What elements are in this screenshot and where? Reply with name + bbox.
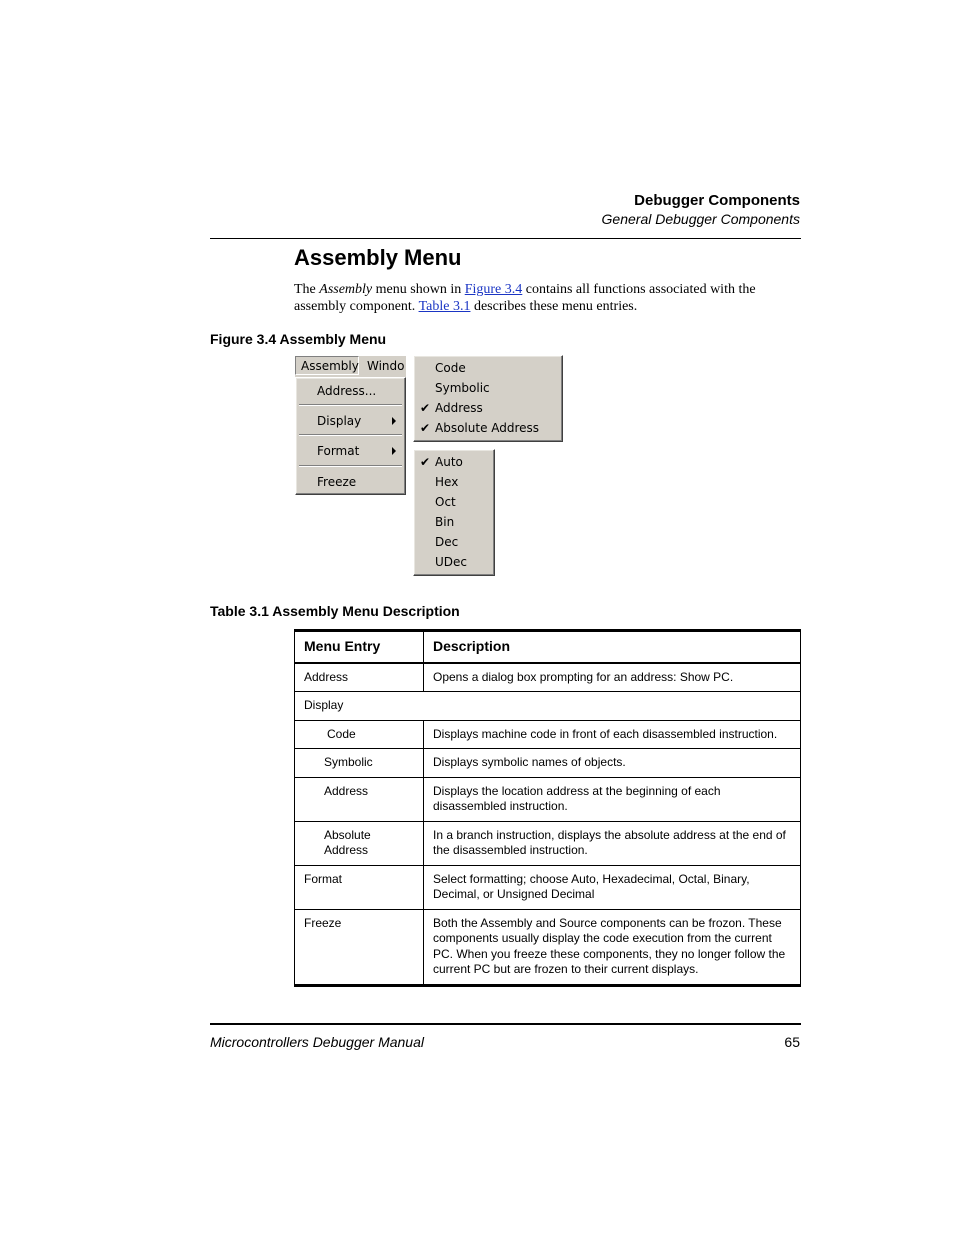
menu-item-format[interactable] xyxy=(296,441,405,461)
check-icon: ✔ xyxy=(420,455,431,469)
submenu-item-address[interactable] xyxy=(414,398,562,418)
menu-item-address[interactable] xyxy=(296,381,405,401)
cell-description: Opens a dialog box prompting for an address: Show PC. xyxy=(424,663,801,692)
running-header-section: General Debugger Components xyxy=(601,211,800,227)
cell-menu-entry: Freeze xyxy=(295,909,424,985)
table-row xyxy=(295,663,801,692)
intro-text: contains all functions associated with the assembly component. xyxy=(294,282,756,314)
submenu-item-label: Address xyxy=(435,401,483,415)
figure-link[interactable]: Figure 3.4 xyxy=(464,282,523,297)
submenu-item-hex[interactable] xyxy=(414,472,494,492)
submenu-item-label: Bin xyxy=(435,515,455,529)
cell-menu-entry: Address xyxy=(295,663,424,692)
footer-manual-title: Microcontrollers Debugger Manual xyxy=(210,1034,424,1050)
submenu-arrow-icon xyxy=(392,447,396,455)
intro-paragraph xyxy=(294,281,794,315)
cell-description: Displays symbolic names of objects. xyxy=(424,749,801,778)
intro-text: menu shown in xyxy=(372,282,465,297)
submenu-item-oct[interactable] xyxy=(414,492,494,512)
menubar-item-assembly[interactable]: Assembly xyxy=(301,359,359,373)
page-number: 65 xyxy=(784,1034,800,1050)
cell-description: Displays the location address at the beginning of each disassembled instruction. xyxy=(424,777,801,821)
submenu-item-label: Dec xyxy=(435,535,459,549)
table-row xyxy=(295,749,801,778)
table-row xyxy=(295,821,801,865)
submenu-item-label: Absolute Address xyxy=(435,421,540,435)
table-row xyxy=(295,720,801,749)
cell-description: In a branch instruction, displays the absolute address at the end of the disassembled instruction. xyxy=(424,821,801,865)
submenu-item-label: UDec xyxy=(435,555,468,569)
submenu-item-label: Symbolic xyxy=(435,381,490,395)
assembly-dropdown-menu xyxy=(295,377,406,495)
table-header-row xyxy=(295,631,801,663)
menu-item-freeze[interactable] xyxy=(296,472,405,492)
format-submenu xyxy=(413,449,495,576)
intro-text: The xyxy=(294,282,320,297)
submenu-item-label: Hex xyxy=(435,475,459,489)
cell-menu-entry: Symbolic xyxy=(295,749,424,778)
cell-menu-entry: Display xyxy=(295,692,801,721)
submenu-item-label: Auto xyxy=(435,455,463,469)
table-row xyxy=(295,865,801,909)
menu-separator xyxy=(299,434,402,436)
section-heading: Assembly Menu xyxy=(294,245,462,270)
running-header-chapter: Debugger Components xyxy=(634,192,800,209)
submenu-item-dec[interactable] xyxy=(414,532,494,552)
cell-menu-entry: Address xyxy=(295,777,424,821)
submenu-item-auto[interactable] xyxy=(414,452,494,472)
cell-menu-entry: Format xyxy=(295,865,424,909)
cell-menu-entry: Absolute Address xyxy=(295,821,424,865)
header-rule xyxy=(210,238,801,239)
submenu-item-label: Code xyxy=(435,361,466,375)
check-icon: ✔ xyxy=(420,421,431,435)
menu-item-display[interactable] xyxy=(296,411,405,431)
table-row xyxy=(295,909,801,985)
submenu-item-code[interactable] xyxy=(414,358,562,378)
column-header-menu-entry: Menu Entry xyxy=(295,631,424,663)
cell-description: Displays machine code in front of each disassembled instruction. xyxy=(424,720,801,749)
menu-separator xyxy=(299,404,402,406)
submenu-item-symbolic[interactable] xyxy=(414,378,562,398)
footer-rule xyxy=(210,1023,801,1025)
intro-text: describes these menu entries. xyxy=(470,299,638,314)
menu-separator xyxy=(299,465,402,467)
cell-description: Select formatting; choose Auto, Hexadecimal, Octal, Binary, Decimal, or Unsigned Decimal xyxy=(424,865,801,909)
submenu-item-label: Oct xyxy=(435,495,456,509)
submenu-arrow-icon xyxy=(392,417,396,425)
check-icon: ✔ xyxy=(420,401,431,415)
table-row xyxy=(295,692,801,721)
menu-bar xyxy=(295,356,406,377)
figure-caption: Figure 3.4 Assembly Menu xyxy=(210,331,387,347)
cell-menu-entry: Code xyxy=(295,720,424,749)
menu-item-label: Display xyxy=(317,414,362,428)
intro-menu-name: Assembly xyxy=(319,282,373,297)
menu-item-label: Format xyxy=(317,444,360,458)
menu-description-table xyxy=(294,629,801,987)
table-caption: Table 3.1 Assembly Menu Description xyxy=(210,603,460,619)
submenu-item-udec[interactable] xyxy=(414,552,494,572)
table-link[interactable]: Table 3.1 xyxy=(418,299,471,314)
menu-item-label: Address... xyxy=(317,384,377,398)
menu-item-label: Freeze xyxy=(317,475,357,489)
submenu-item-bin[interactable] xyxy=(414,512,494,532)
menubar-item-window[interactable]: Windo xyxy=(367,359,405,373)
display-submenu xyxy=(413,355,563,442)
column-header-description: Description xyxy=(424,631,801,663)
cell-description: Both the Assembly and Source components can be frozon. These components usually display the code execution from the current PC. When you freeze these components, they no longer follow the current PC but are frozen to their current displays. xyxy=(424,909,801,985)
table-row xyxy=(295,777,801,821)
submenu-item-absolute-address[interactable] xyxy=(414,418,562,438)
